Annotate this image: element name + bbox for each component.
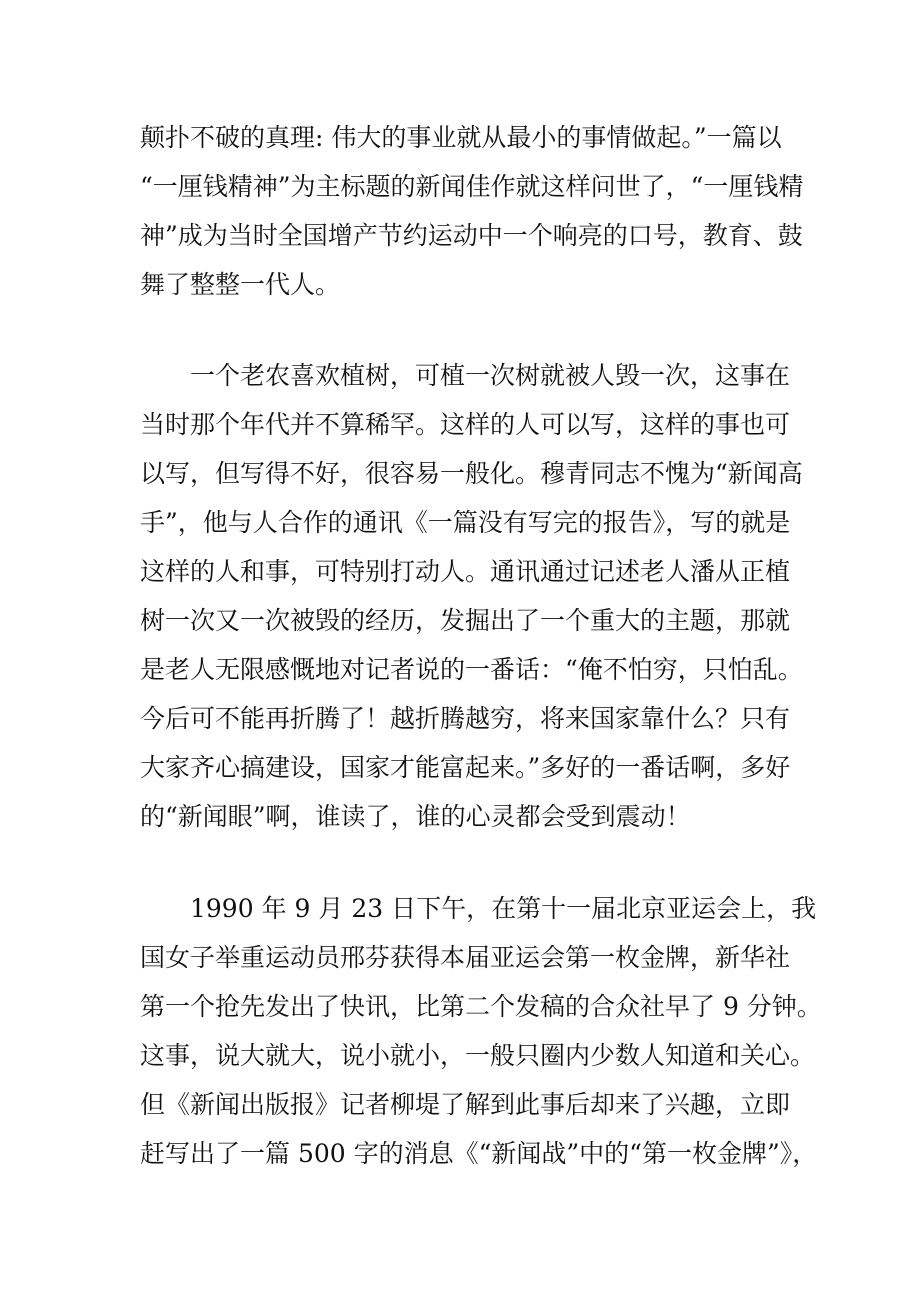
paragraph-3-line-2: 国女子举重运动员邢芬获得本届亚运会第一枚金牌，新华社 bbox=[140, 943, 791, 972]
paragraph-2-line-8: 今后可不能再折腾了！越折腾越穷，将来国家靠什么？只有 bbox=[140, 704, 791, 733]
paragraph-2-line-10: 的“新闻眼”啊，谁读了，谁的心灵都会受到震动！ bbox=[140, 802, 691, 831]
paragraph-2-line-6: 树一次又一次被毁的经历，发掘出了一个重大的主题，那就 bbox=[140, 606, 791, 635]
paragraph-3-line-1: 1990 年 9 月 23 日下午，在第十一届北京亚运会上，我 bbox=[190, 894, 817, 923]
paragraph-1-line-4: 舞了整整一代人。 bbox=[140, 270, 341, 299]
paragraph-2-line-7: 是老人无限感慨地对记者说的一番话：“俺不怕穷，只怕乱。 bbox=[140, 655, 803, 684]
paragraph-3-line-6: 赶写出了一篇 500 字的消息《“新闻战”中的“第一枚金牌”》， bbox=[140, 1139, 818, 1168]
paragraph-1-line-3: 神”成为当时全国增产节约运动中一个响亮的口号，教育、鼓 bbox=[140, 221, 803, 250]
paragraph-2-line-1: 一个老农喜欢植树，可植一次树就被人毁一次，这事在 bbox=[190, 361, 791, 390]
paragraph-3-line-5: 但《新闻出版报》记者柳堤了解到此事后却来了兴趣，立即 bbox=[140, 1090, 791, 1119]
paragraph-2-line-3: 以写，但写得不好，很容易一般化。穆青同志不愧为“新闻高 bbox=[140, 459, 803, 488]
paragraph-2-line-4: 手”，他与人合作的通讯《一篇没有写完的报告》，写的就是 bbox=[140, 508, 791, 537]
paragraph-3-line-3: 第一个抢先发出了快讯，比第二个发稿的合众社早了 9 分钟。 bbox=[140, 992, 822, 1021]
paragraph-1-line-1: 颠扑不破的真理: 伟大的事业就从最小的事情做起。”一篇以 bbox=[140, 123, 782, 152]
paragraph-2-line-2: 当时那个年代并不算稀罕。这样的人可以写，这样的事也可 bbox=[140, 410, 791, 439]
paragraph-2-line-9: 大家齐心搞建设，国家才能富起来。”多好的一番话啊，多好 bbox=[140, 753, 791, 782]
paragraph-1-line-2: “一厘钱精神”为主标题的新闻佳作就这样问世了，“一厘钱精 bbox=[140, 172, 804, 201]
paragraph-2-line-5: 这样的人和事，可特别打动人。通讯通过记述老人潘从正植 bbox=[140, 557, 791, 586]
paragraph-3-line-4: 这事，说大就大，说小就小，一般只圈内少数人知道和关心。 bbox=[140, 1041, 816, 1070]
